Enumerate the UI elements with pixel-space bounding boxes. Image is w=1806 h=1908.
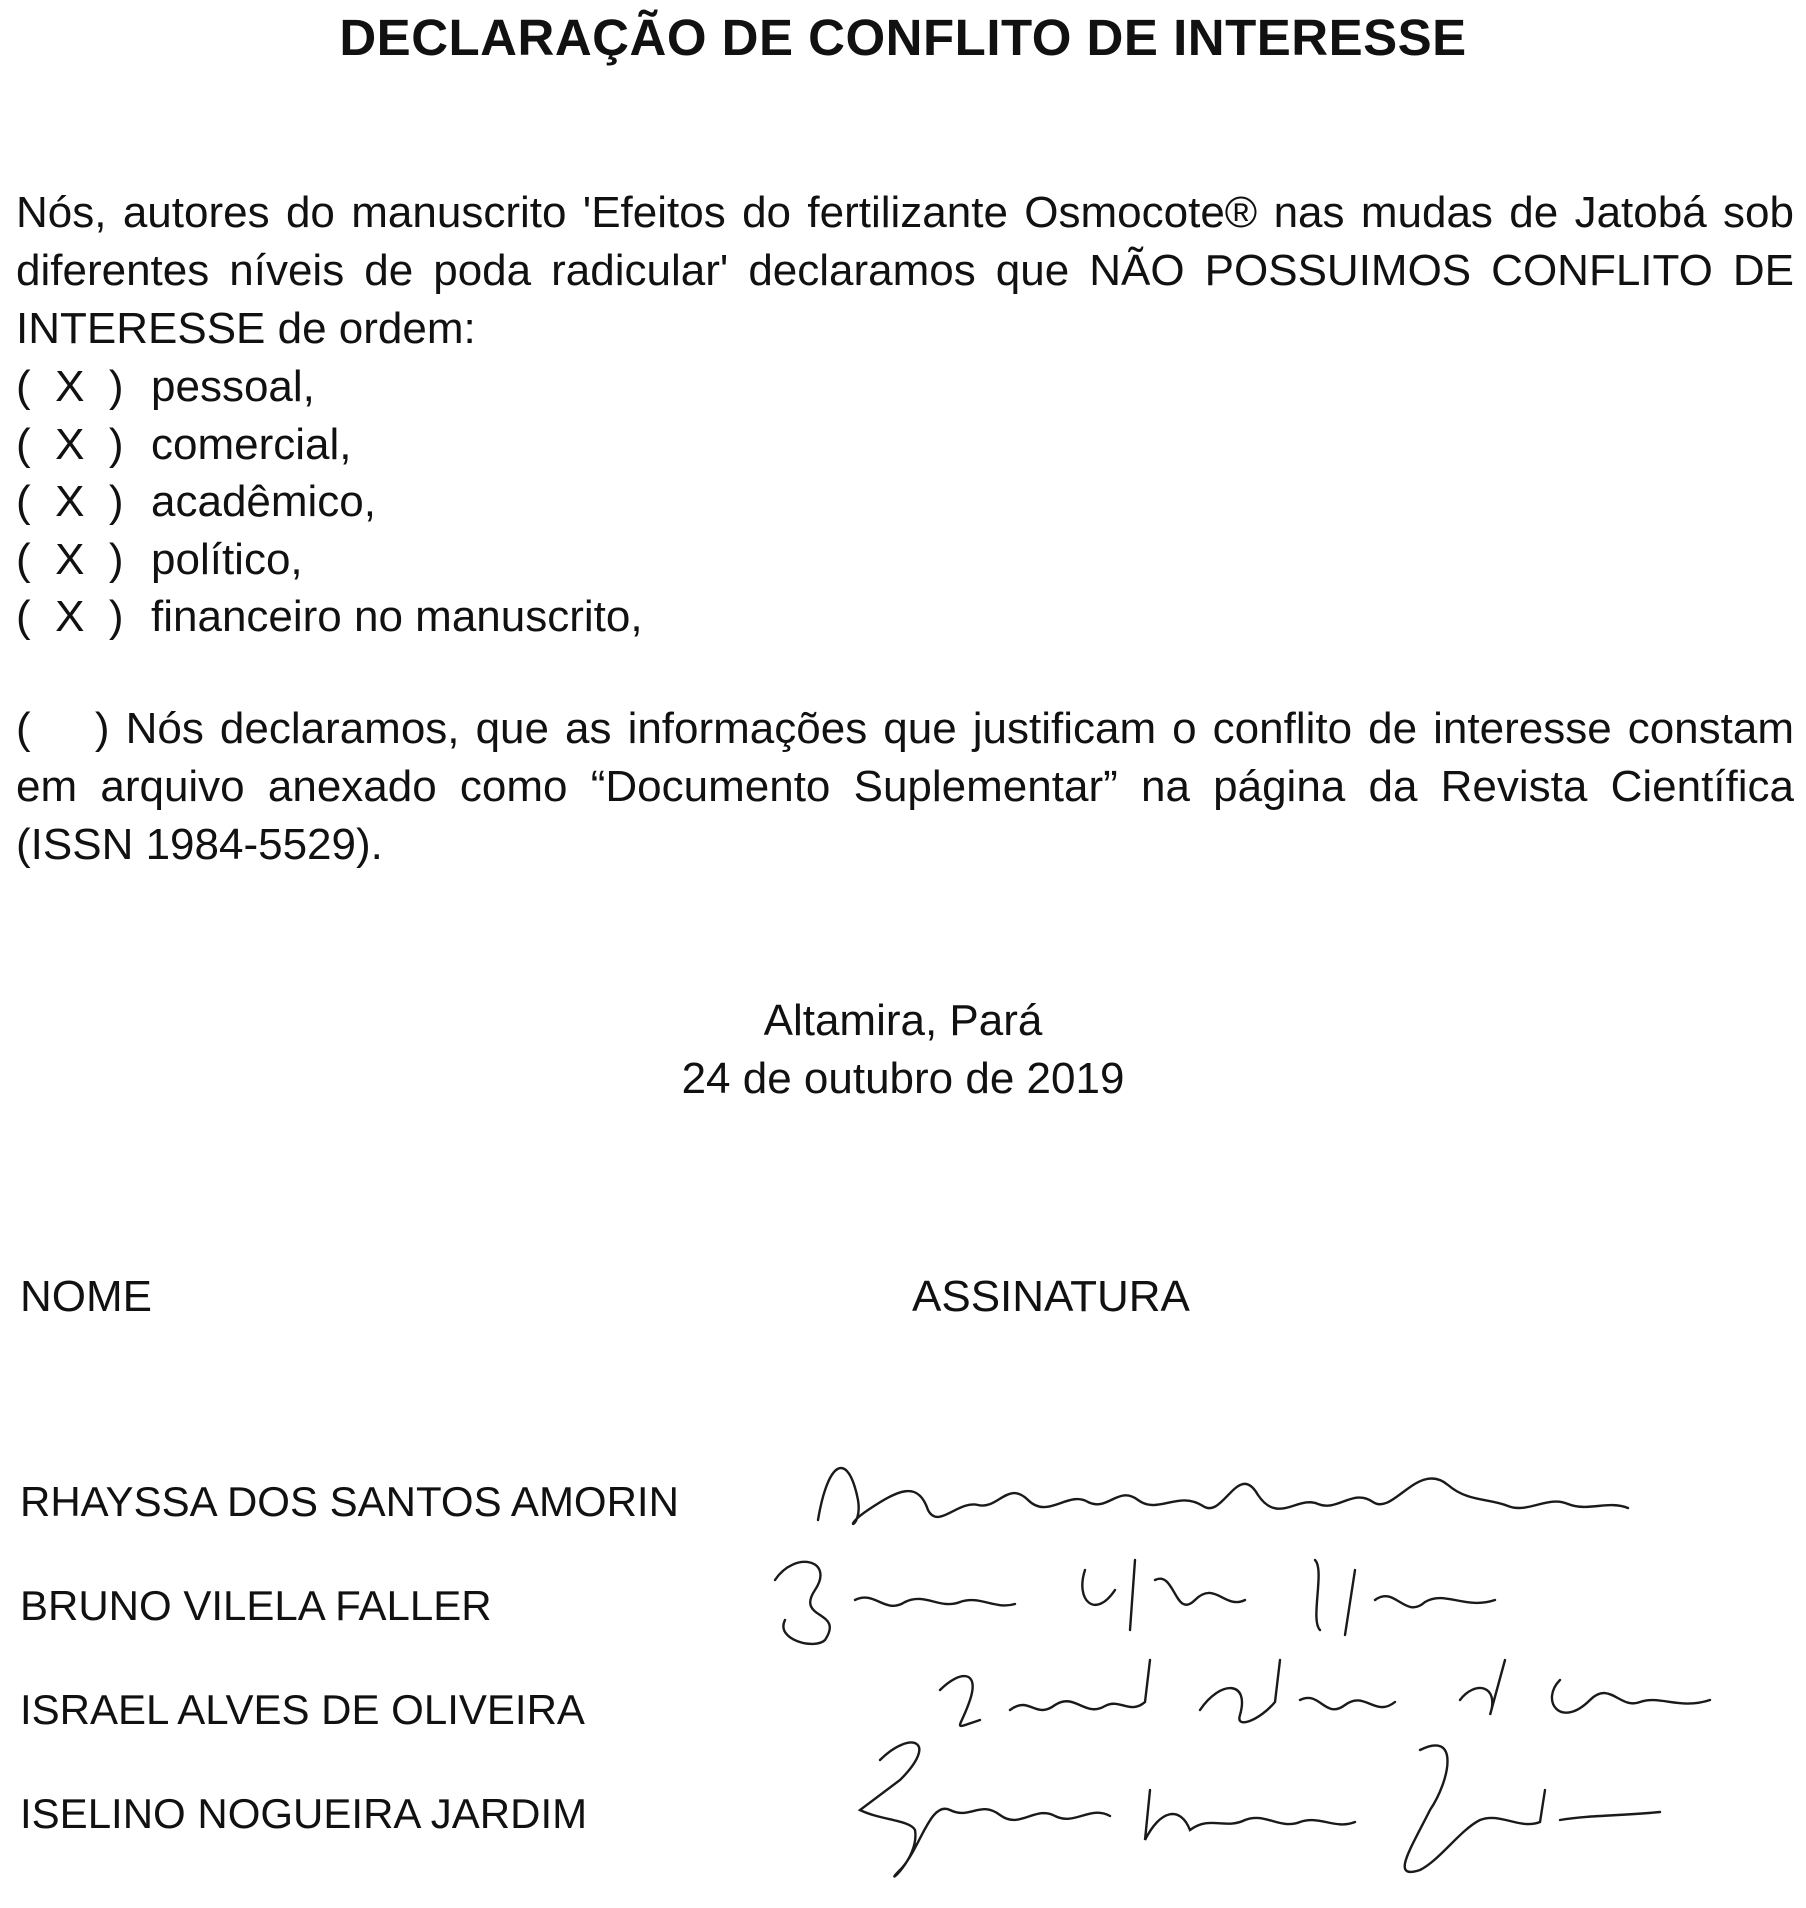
supplementary-text: Nós declaramos, que as informações que justificam o conflito de interesse constam em arquivo anexado como “Documento Suplementar” na página da Revista Científica (ISSN 1984-5529).: [16, 704, 1795, 869]
signer-name: ISELINO NOGUEIRA JARDIM: [20, 1790, 588, 1837]
date-line: 24 de outubro de 2019: [681, 1054, 1125, 1103]
signature-image: [808, 1440, 1638, 1550]
signature-image: [820, 1720, 1670, 1900]
signer-name: BRUNO VILELA FALLER: [20, 1582, 492, 1629]
checkbox-mark: ( X ): [16, 419, 124, 469]
checklist-item-financeiro: [16, 588, 643, 646]
intro-paragraph: Nós, autores do manuscrito 'Efeitos do fertilizante Osmocote® nas mudas de Jatobá sob diferentes níveis de poda radicular' declaramos que NÃO POSSUIMOS CONFLITO DE INTERESSE de ordem:: [16, 188, 1794, 353]
checkbox-label: pessoal,: [151, 362, 315, 411]
place-line: Altamira, Pará: [763, 996, 1043, 1045]
conflict-checklist: [16, 358, 643, 646]
checkbox-mark: ( X ): [16, 592, 124, 641]
checkbox-label: comercial,: [151, 419, 352, 469]
supplementary-checkbox: ( ): [16, 704, 110, 753]
checklist-item-academico: [16, 473, 643, 531]
signature-column-header: ASSINATURA: [912, 1272, 1190, 1321]
name-column-header: NOME: [20, 1272, 152, 1321]
checklist-item-comercial: [16, 416, 643, 474]
checkbox-mark: ( X ): [16, 534, 124, 584]
checkbox-mark: ( X ): [16, 362, 124, 411]
checklist-item-pessoal: [16, 358, 643, 416]
checkbox-label: político,: [151, 534, 303, 584]
checkbox-mark: ( X ): [16, 477, 124, 526]
signer-name: RHAYSSA DOS SANTOS AMORIN: [20, 1478, 679, 1525]
document-title: DECLARAÇÃO DE CONFLITO DE INTERESSE: [339, 9, 1467, 66]
checkbox-label: acadêmico,: [151, 477, 377, 526]
place-date-block: [0, 992, 1806, 1108]
checkbox-label: financeiro no manuscrito,: [151, 592, 643, 641]
checklist-item-politico: [16, 531, 643, 589]
supplementary-paragraph: [16, 700, 1794, 874]
signer-name: ISRAEL ALVES DE OLIVEIRA: [20, 1686, 585, 1733]
